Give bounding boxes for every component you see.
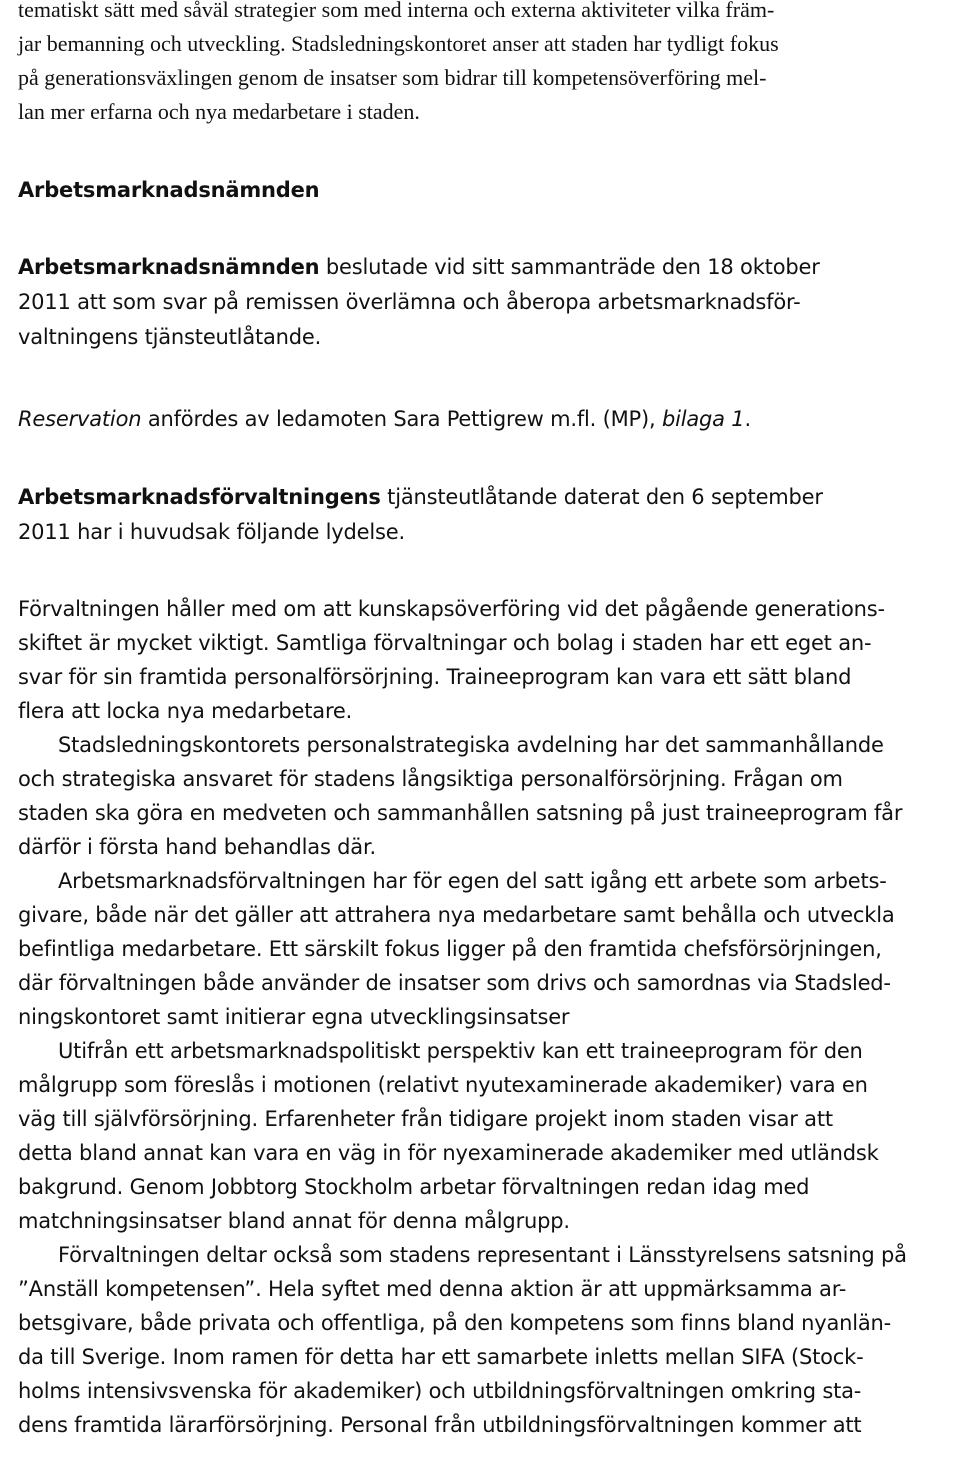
body-line: Stadsledningskontorets personalstrategiska avdelning har det sammanhållande bbox=[58, 733, 884, 757]
body-line: Förvaltningen deltar också som stadens representant i Länsstyrelsens satsning på bbox=[58, 1243, 907, 1267]
intro-paragraph bbox=[18, 0, 779, 129]
reservation-attachment: bilaga 1 bbox=[661, 407, 745, 431]
body-line: och strategiska ansvaret för stadens långsiktiga personalförsörjning. Frågan om bbox=[18, 767, 843, 791]
body-line: detta bland annat kan vara en väg in för nyexaminerade akademiker med utländsk bbox=[18, 1141, 879, 1165]
body-paragraph bbox=[18, 1034, 907, 1238]
body-line: där förvaltningen både använder de insatser som drivs och samordnas via Stadsled- bbox=[18, 971, 891, 995]
body-line: målgrupp som föreslås i motionen (relativt nyutexaminerade akademiker) vara en bbox=[18, 1073, 868, 1097]
decision-paragraph bbox=[18, 250, 820, 355]
body-paragraph bbox=[18, 1238, 907, 1442]
body-line: matchningsinsatser bland annat för denna målgrupp. bbox=[18, 1209, 570, 1233]
body-line: väg till självförsörjning. Erfarenheter från tidigare projekt inom staden visar att bbox=[18, 1107, 833, 1131]
body-line: da till Sverige. Inom ramen för detta har ett samarbete inletts mellan SIFA (Stock- bbox=[18, 1345, 864, 1369]
body-text bbox=[18, 592, 907, 1442]
body-line: holms intensivsvenska för akademiker) och utbildningsförvaltningen omkring sta- bbox=[18, 1379, 862, 1403]
reservation-paragraph bbox=[18, 402, 751, 437]
decision-lead: Arbetsmarknadsnämnden bbox=[18, 255, 320, 279]
body-line: skiftet är mycket viktigt. Samtliga förvaltningar och bolag i staden har ett eget an- bbox=[18, 631, 872, 655]
statement-paragraph bbox=[18, 480, 823, 550]
body-line: dens framtida lärarförsörjning. Personal från utbildningsförvaltningen kommer att bbox=[18, 1413, 862, 1437]
statement-line: 2011 har i huvudsak följande lydelse. bbox=[18, 520, 405, 544]
body-paragraph bbox=[18, 864, 907, 1034]
body-line: flera att locka nya medarbetare. bbox=[18, 699, 353, 723]
intro-line: tematiskt sätt med såväl strategier som med interna och externa aktiviteter vilka främ- bbox=[18, 0, 775, 22]
body-line: Utifrån ett arbetsmarknadspolitiskt perspektiv kan ett traineeprogram för den bbox=[58, 1039, 863, 1063]
body-line: givare, både när det gäller att attrahera nya medarbetare samt behålla och utveckla bbox=[18, 903, 895, 927]
body-paragraph bbox=[18, 728, 907, 864]
body-line: Förvaltningen håller med om att kunskapsöverföring vid det pågående generations- bbox=[18, 597, 885, 621]
body-line: bakgrund. Genom Jobbtorg Stockholm arbetar förvaltningen redan idag med bbox=[18, 1175, 810, 1199]
reservation-end: . bbox=[744, 407, 751, 431]
intro-line: lan mer erfarna och nya medarbetare i staden. bbox=[18, 99, 420, 124]
body-line: betsgivare, både privata och offentliga, på den kompetens som finns bland nyanlän- bbox=[18, 1311, 892, 1335]
body-line: staden ska göra en medveten och sammanhållen satsning på just traineeprogram får bbox=[18, 801, 903, 825]
body-line: ningskontoret samt initierar egna utvecklingsinsatser bbox=[18, 1005, 570, 1029]
intro-line: på generationsväxlingen genom de insatser som bidrar till kompetensöverföring mel- bbox=[18, 65, 767, 90]
intro-line: jar bemanning och utveckling. Stadsledningskontoret anser att staden har tydligt fokus bbox=[18, 31, 779, 56]
body-line: därför i första hand behandlas där. bbox=[18, 835, 376, 859]
reservation-lead: Reservation bbox=[18, 407, 142, 431]
decision-line: valtningens tjänsteutlåtande. bbox=[18, 325, 322, 349]
body-line: befintliga medarbetare. Ett särskilt fokus ligger på den framtida chefsförsörjningen, bbox=[18, 937, 882, 961]
body-line: Arbetsmarknadsförvaltningen har för egen del satt igång ett arbete som arbets- bbox=[58, 869, 887, 893]
reservation-middle: anfördes av ledamoten Sara Pettigrew m.fl. (MP), bbox=[141, 407, 662, 431]
decision-line-rest: beslutade vid sitt sammanträde den 18 oktober bbox=[319, 255, 820, 279]
body-paragraph bbox=[18, 592, 907, 728]
body-line: svar för sin framtida personalförsörjning. Traineeprogram kan vara ett sätt bland bbox=[18, 665, 852, 689]
section-heading: Arbetsmarknadsnämnden bbox=[18, 178, 320, 202]
section-heading-block bbox=[18, 173, 319, 208]
statement-lead: Arbetsmarknadsförvaltningens bbox=[18, 485, 381, 509]
body-line: ”Anställ kompetensen”. Hela syftet med denna aktion är att uppmärksamma ar- bbox=[18, 1277, 847, 1301]
statement-line-rest: tjänsteutlåtande daterat den 6 september bbox=[380, 485, 823, 509]
decision-line: 2011 att som svar på remissen överlämna och åberopa arbetsmarknadsför- bbox=[18, 290, 801, 314]
